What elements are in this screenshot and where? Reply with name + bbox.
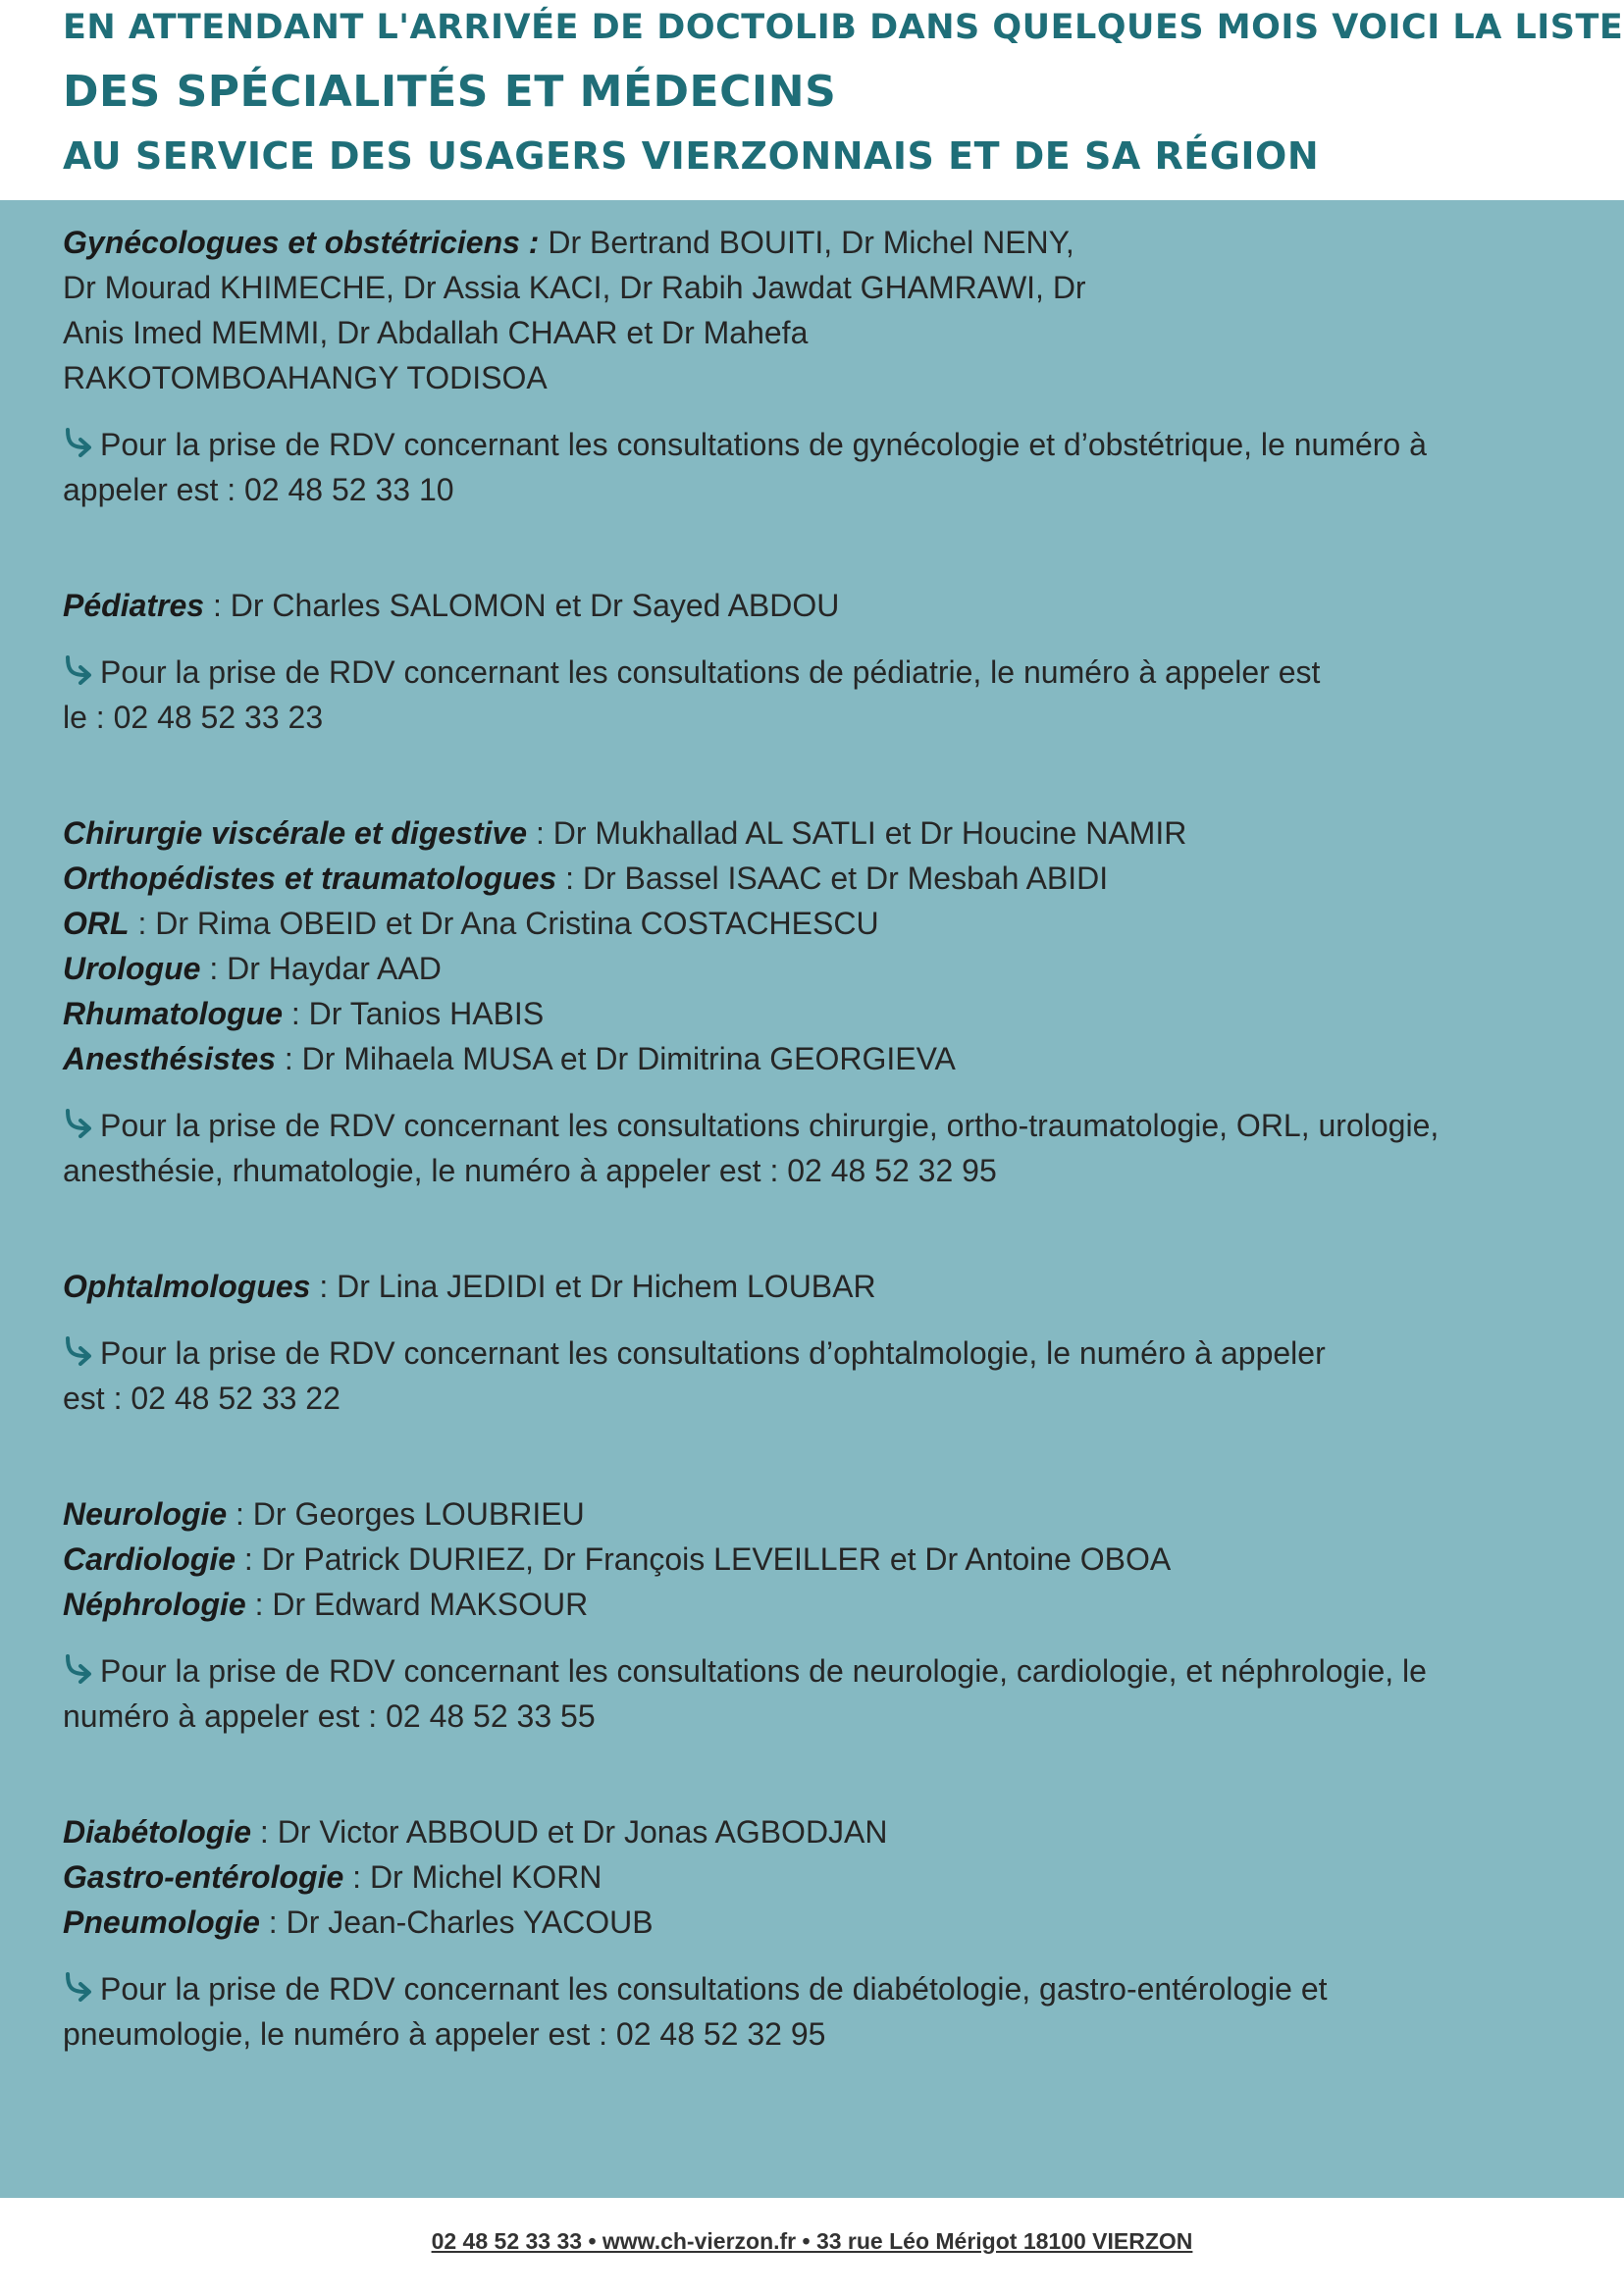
doctor-list: : Dr Lina JEDIDI et Dr Hichem LOUBAR [310,1269,876,1304]
doctor-list: : Dr Patrick DURIEZ, Dr François LEVEILLER et Dr Antoine OBOA [236,1541,1172,1577]
appointment-text-line: est : 02 48 52 33 22 [63,1381,341,1416]
doctor-list: : Dr Charles SALOMON et Dr Sayed ABDOU [204,588,840,623]
specialty-section [63,1809,1545,2057]
specialties-list [63,220,1545,2057]
specialty-entry [63,856,1545,901]
doctor-list: : Dr Haydar AAD [200,951,442,986]
doctor-list-continued: RAKOTOMBOAHANGY TODISOA [63,360,548,395]
specialty-name: Diabétologie [63,1814,252,1850]
appointment-text-line: Pour la prise de RDV concernant les consultations de pédiatrie, le numéro à appeler est [100,654,1321,690]
return-arrow-icon [63,1109,96,1138]
specialty-entry [63,1264,1545,1309]
specialty-name: Pneumologie [63,1905,260,1940]
appointment-text-line: pneumologie, le numéro à appeler est : 02 48 52 32 95 [63,2016,826,2052]
specialty-entry [63,901,1545,946]
page-header [0,0,1624,200]
footer-contact: 02 48 52 33 33 • www.ch-vierzon.fr • 33 rue Léo Mérigot 18100 VIERZON [431,2228,1193,2254]
doctor-list: : Dr Jean-Charles YACOUB [259,1905,654,1940]
return-arrow-icon [63,1972,96,2002]
appointment-text-line: Pour la prise de RDV concernant les consultations de gynécologie et d’obstétrique, le numéro à [100,427,1427,462]
page-title: DES SPÉCIALITÉS ET MÉDECINS [63,67,837,117]
appointment-info [63,422,1545,512]
appointment-text-line: Pour la prise de RDV concernant les consultations d’ophtalmologie, le numéro à appeler [100,1335,1326,1371]
specialty-entry [63,220,1545,265]
specialty-entry [63,946,1545,991]
specialty-name: Pédiatres [63,588,205,623]
appointment-text-line: anesthésie, rhumatologie, le numéro à appeler est : 02 48 52 32 95 [63,1153,997,1188]
doctor-list: : Dr Mihaela MUSA et Dr Dimitrina GEORGIEVA [275,1041,956,1076]
page-subtitle: AU SERVICE DES USAGERS VIERZONNAIS ET DE SA RÉGION [63,134,1320,178]
doctor-list: : Dr Michel KORN [343,1859,602,1895]
appointment-text [63,1331,1545,1376]
appointment-info [63,1331,1545,1421]
return-arrow-icon [63,1654,96,1684]
specialty-name: Néphrologie [63,1587,246,1622]
specialty-entry [63,1900,1545,1945]
specialty-section [63,220,1545,512]
doctor-list: : Dr Edward MAKSOUR [245,1587,589,1622]
specialty-entry [63,583,1545,628]
header-intro-line: EN ATTENDANT L'ARRIVÉE DE DOCTOLIB DANS QUELQUES MOIS VOICI LA LISTE [63,8,1624,47]
appointment-text [63,422,1545,467]
specialties-panel [0,200,1624,2198]
specialty-entry [63,1036,1545,1081]
appointment-text [63,1648,1545,1694]
specialty-name: Gynécologues et obstétriciens : [63,225,540,260]
specialty-name: Rhumatologue [63,996,283,1031]
appointment-info [63,650,1545,740]
appointment-info [63,1103,1545,1193]
return-arrow-icon [63,1336,96,1366]
appointment-text-line: le : 02 48 52 33 23 [63,700,324,735]
specialty-name: Cardiologie [63,1541,236,1577]
appointment-text [63,1966,1545,2011]
specialty-section [63,583,1545,740]
appointment-info [63,1648,1545,1739]
specialty-name: Orthopédistes et traumatologues [63,861,557,896]
specialty-section [63,1491,1545,1739]
appointment-text-line: Pour la prise de RDV concernant les consultations chirurgie, ortho-traumatologie, ORL, urologie, [100,1108,1440,1143]
doctor-list-continued: Anis Imed MEMMI, Dr Abdallah CHAAR et Dr Mahefa [63,315,809,350]
doctor-list: : Dr Tanios HABIS [282,996,545,1031]
appointment-text-line: appeler est : 02 48 52 33 10 [63,472,454,507]
doctor-list: : Dr Bassel ISAAC et Dr Mesbah ABIDI [556,861,1109,896]
specialty-name: ORL [63,906,130,941]
appointment-text-line: Pour la prise de RDV concernant les consultations de diabétologie, gastro-entérologie et [100,1971,1328,2007]
appointment-text [63,1103,1545,1148]
appointment-text-line: Pour la prise de RDV concernant les consultations de neurologie, cardiologie, et néphrologie, le [100,1653,1427,1689]
appointment-info [63,1966,1545,2057]
appointment-text-line: numéro à appeler est : 02 48 52 33 55 [63,1698,596,1734]
doctor-list: : Dr Rima OBEID et Dr Ana Cristina COSTACHESCU [129,906,879,941]
specialty-name: Neurologie [63,1496,228,1532]
specialty-entry [63,810,1545,856]
specialty-entry [63,1491,1545,1537]
specialty-section [63,810,1545,1193]
doctor-list-continued: Dr Mourad KHIMECHE, Dr Assia KACI, Dr Rabih Jawdat GHAMRAWI, Dr [63,270,1086,305]
return-arrow-icon [63,655,96,685]
specialty-section [63,1264,1545,1421]
specialty-name: Anesthésistes [63,1041,276,1076]
page-footer [0,2198,1624,2296]
specialty-name: Urologue [63,951,201,986]
return-arrow-icon [63,428,96,457]
specialty-entry [63,1809,1545,1854]
specialty-entry [63,1537,1545,1582]
specialty-name: Ophtalmologues [63,1269,311,1304]
specialty-name: Chirurgie viscérale et digestive [63,815,528,851]
appointment-text [63,650,1545,695]
specialty-entry [63,1854,1545,1900]
doctor-list: : Dr Victor ABBOUD et Dr Jonas AGBODJAN [251,1814,888,1850]
doctor-list: : Dr Georges LOUBRIEU [227,1496,585,1532]
specialty-entry [63,991,1545,1036]
specialty-name: Gastro-entérologie [63,1859,344,1895]
specialty-entry [63,1582,1545,1627]
doctor-list: Dr Bertrand BOUITI, Dr Michel NENY, [539,225,1074,260]
doctor-list: : Dr Mukhallad AL SATLI et Dr Houcine NAMIR [527,815,1187,851]
